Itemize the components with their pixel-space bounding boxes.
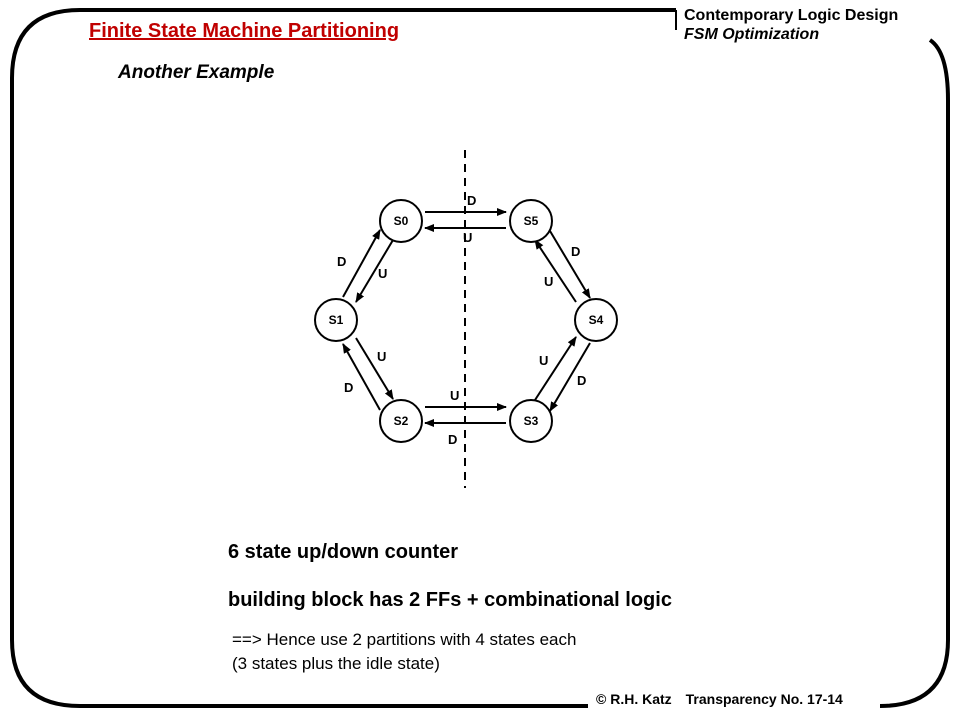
bullet-counter: 6 state up/down counter	[228, 541, 459, 563]
transition-s4-s5	[535, 240, 576, 302]
transition-label: U	[544, 274, 554, 289]
state-label: S0	[393, 214, 409, 228]
state-s0	[380, 200, 422, 242]
transition-s5-s0	[425, 228, 506, 245]
topic-name: FSM Optimization	[684, 26, 820, 43]
transition-s2-s1	[343, 344, 380, 410]
transition-label: U	[378, 266, 388, 281]
sub-bullet-idle-state: (3 states plus the idle state)	[232, 654, 440, 673]
transition-label: U	[463, 230, 473, 245]
state-label: S1	[328, 313, 344, 327]
transition-label: U	[539, 353, 549, 368]
transition-label: D	[448, 432, 458, 447]
slide-footer	[596, 691, 843, 707]
state-label: S4	[588, 313, 604, 327]
copyright-text: © R.H. Katz	[596, 691, 672, 707]
transition-label: D	[344, 380, 354, 395]
state-s4	[575, 299, 617, 341]
transition-label: D	[337, 254, 347, 269]
transition-label: D	[577, 373, 587, 388]
state-label: S2	[393, 414, 409, 428]
transition-s4-s3	[550, 343, 590, 411]
course-name: Contemporary Logic Design	[684, 7, 899, 24]
state-label: S3	[523, 414, 539, 428]
transition-s3-s4	[535, 337, 576, 400]
transition-label: D	[467, 193, 477, 208]
transition-s5-s4	[550, 231, 590, 298]
state-label: S5	[523, 214, 539, 228]
transition-s1-s2	[356, 338, 393, 399]
slide-title: Finite State Machine Partitioning	[89, 20, 400, 42]
transition-s1-s0	[337, 230, 380, 297]
state-s2	[380, 400, 422, 442]
state-s5	[510, 200, 552, 242]
transition-s0-s1	[356, 240, 393, 302]
transition-label: D	[571, 244, 581, 259]
state-s1	[315, 299, 357, 341]
bullet-building-block: building block has 2 FFs + combinational logic	[228, 589, 672, 611]
transition-label: U	[377, 349, 387, 364]
sub-bullet-partitions: ==> Hence use 2 partitions with 4 states each	[232, 630, 577, 649]
state-s3	[510, 400, 552, 442]
transparency-number: Transparency No. 17-14	[685, 691, 843, 707]
transition-label: U	[450, 388, 460, 403]
slide-subtitle: Another Example	[118, 62, 275, 83]
